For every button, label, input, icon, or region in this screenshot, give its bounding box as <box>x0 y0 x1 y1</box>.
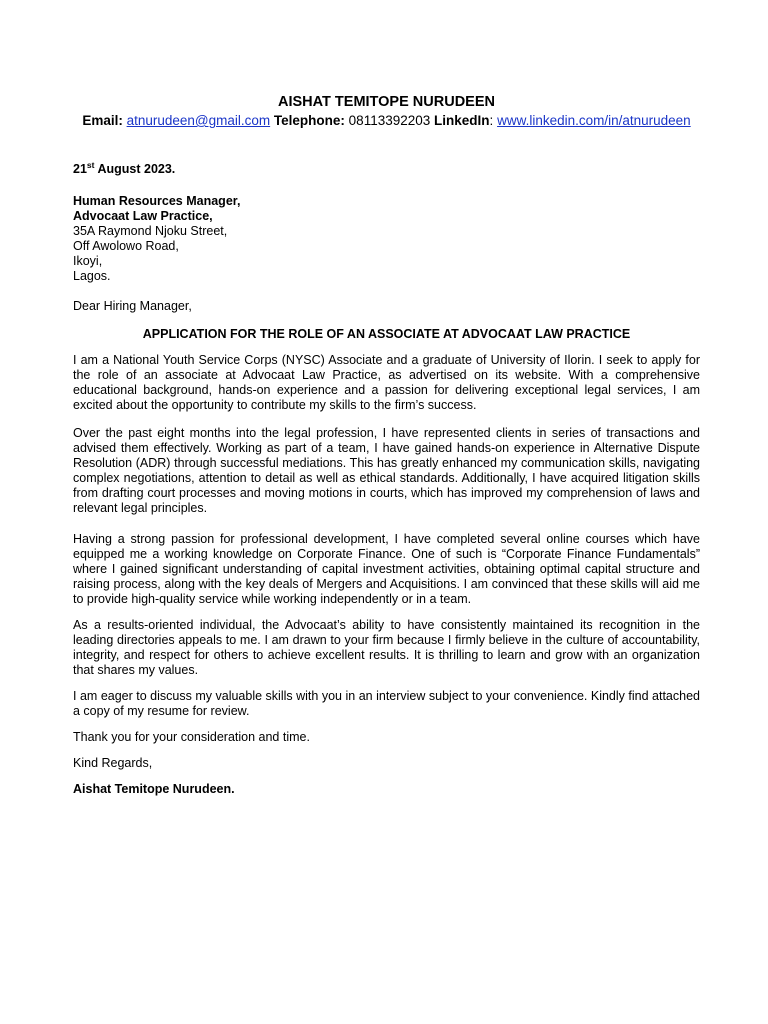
email-link[interactable]: atnurudeen@gmail.com <box>126 113 271 128</box>
applicant-name: AISHAT TEMITOPE NURUDEEN <box>278 94 495 110</box>
body-paragraph: I am eager to discuss my valuable skills with you in an interview subject to your convenience. Kindly find attached a copy of my resume for review. <box>73 689 700 718</box>
address-line: Off Awolowo Road, <box>73 239 179 253</box>
body-paragraph: Over the past eight months into the legal profession, I have represented clients in series of transactions and advised them effectively. Working as part of a team, I have gained hands-on experience in Alternative Dispute Resolution (ADR) through successful mediations. This has greatly enhanced my communication skills, navigating complex negotiations, attention to detail as well as ethical standards. Additionally, I have acquired litigation skills from drafting court processes and moving motions in courts, which has improved my comprehension of laws and relevant legal principles. <box>73 426 700 515</box>
body-paragraph: As a results-oriented individual, the Advocaat’s ability to have consistently maintained its recognition in the leading directories appeals to me. I am drawn to your firm because I firmly believe in the culture of accountability, integrity, and respect for others to achieve excellent results. It is thrilling to learn and grow with an organization that shares my values. <box>73 618 700 677</box>
body-paragraph: Having a strong passion for professional development, I have completed several online courses which have equipped me a working knowledge on Corporate Finance. One of such is “Corporate Finance Fundamentals” where I gained significant understanding of capital investment activities, obtaining optimal capital structure and raising process, along with the key deals of Mergers and Acquisitions. I am convinced that these skills will aid me to provide high-quality service while working independently or in a team. <box>73 532 700 606</box>
telephone-label: Telephone: <box>273 113 345 128</box>
telephone-number: 08113392203 <box>348 113 431 128</box>
letter-date <box>73 159 700 177</box>
thanks-line: Thank you for your consideration and time. <box>73 730 310 744</box>
contact-line <box>73 112 700 129</box>
address-line: 35A Raymond Njoku Street, <box>73 224 228 238</box>
letter-content <box>73 94 700 797</box>
address-line: Lagos. <box>73 269 111 283</box>
date-rest: August 2023. <box>94 162 176 176</box>
signature-name: Aishat Temitope Nurudeen. <box>73 782 235 796</box>
body-paragraph: I am a National Youth Service Corps (NYSC) Associate and a graduate of University of Ilorin. I seek to apply for the role of an associate at Advocaat Law Practice, as advertised on its website. With a comprehensive educational background, hands-on experience and a passion for delivering exceptional legal services, I am excited about the opportunity to contribute my skills to the firm’s success. <box>73 353 700 412</box>
salutation: Dear Hiring Manager, <box>73 299 192 313</box>
email-label: Email: <box>82 113 123 128</box>
date-day: 21 <box>73 162 87 176</box>
regards-line: Kind Regards, <box>73 756 153 770</box>
linkedin-link[interactable]: www.linkedin.com/in/atnurudeen <box>497 113 691 128</box>
recipient-company: Advocaat Law Practice, <box>73 209 213 223</box>
recipient-title: Human Resources Manager, <box>73 194 241 208</box>
linkedin-label: LinkedIn <box>434 113 490 128</box>
address-line: Ikoyi, <box>73 254 103 268</box>
subject-heading: APPLICATION FOR THE ROLE OF AN ASSOCIATE AT ADVOCAAT LAW PRACTICE <box>142 327 631 341</box>
recipient-address <box>73 194 700 284</box>
date-suffix: st <box>86 159 95 170</box>
linkedin-colon: : <box>489 113 494 128</box>
